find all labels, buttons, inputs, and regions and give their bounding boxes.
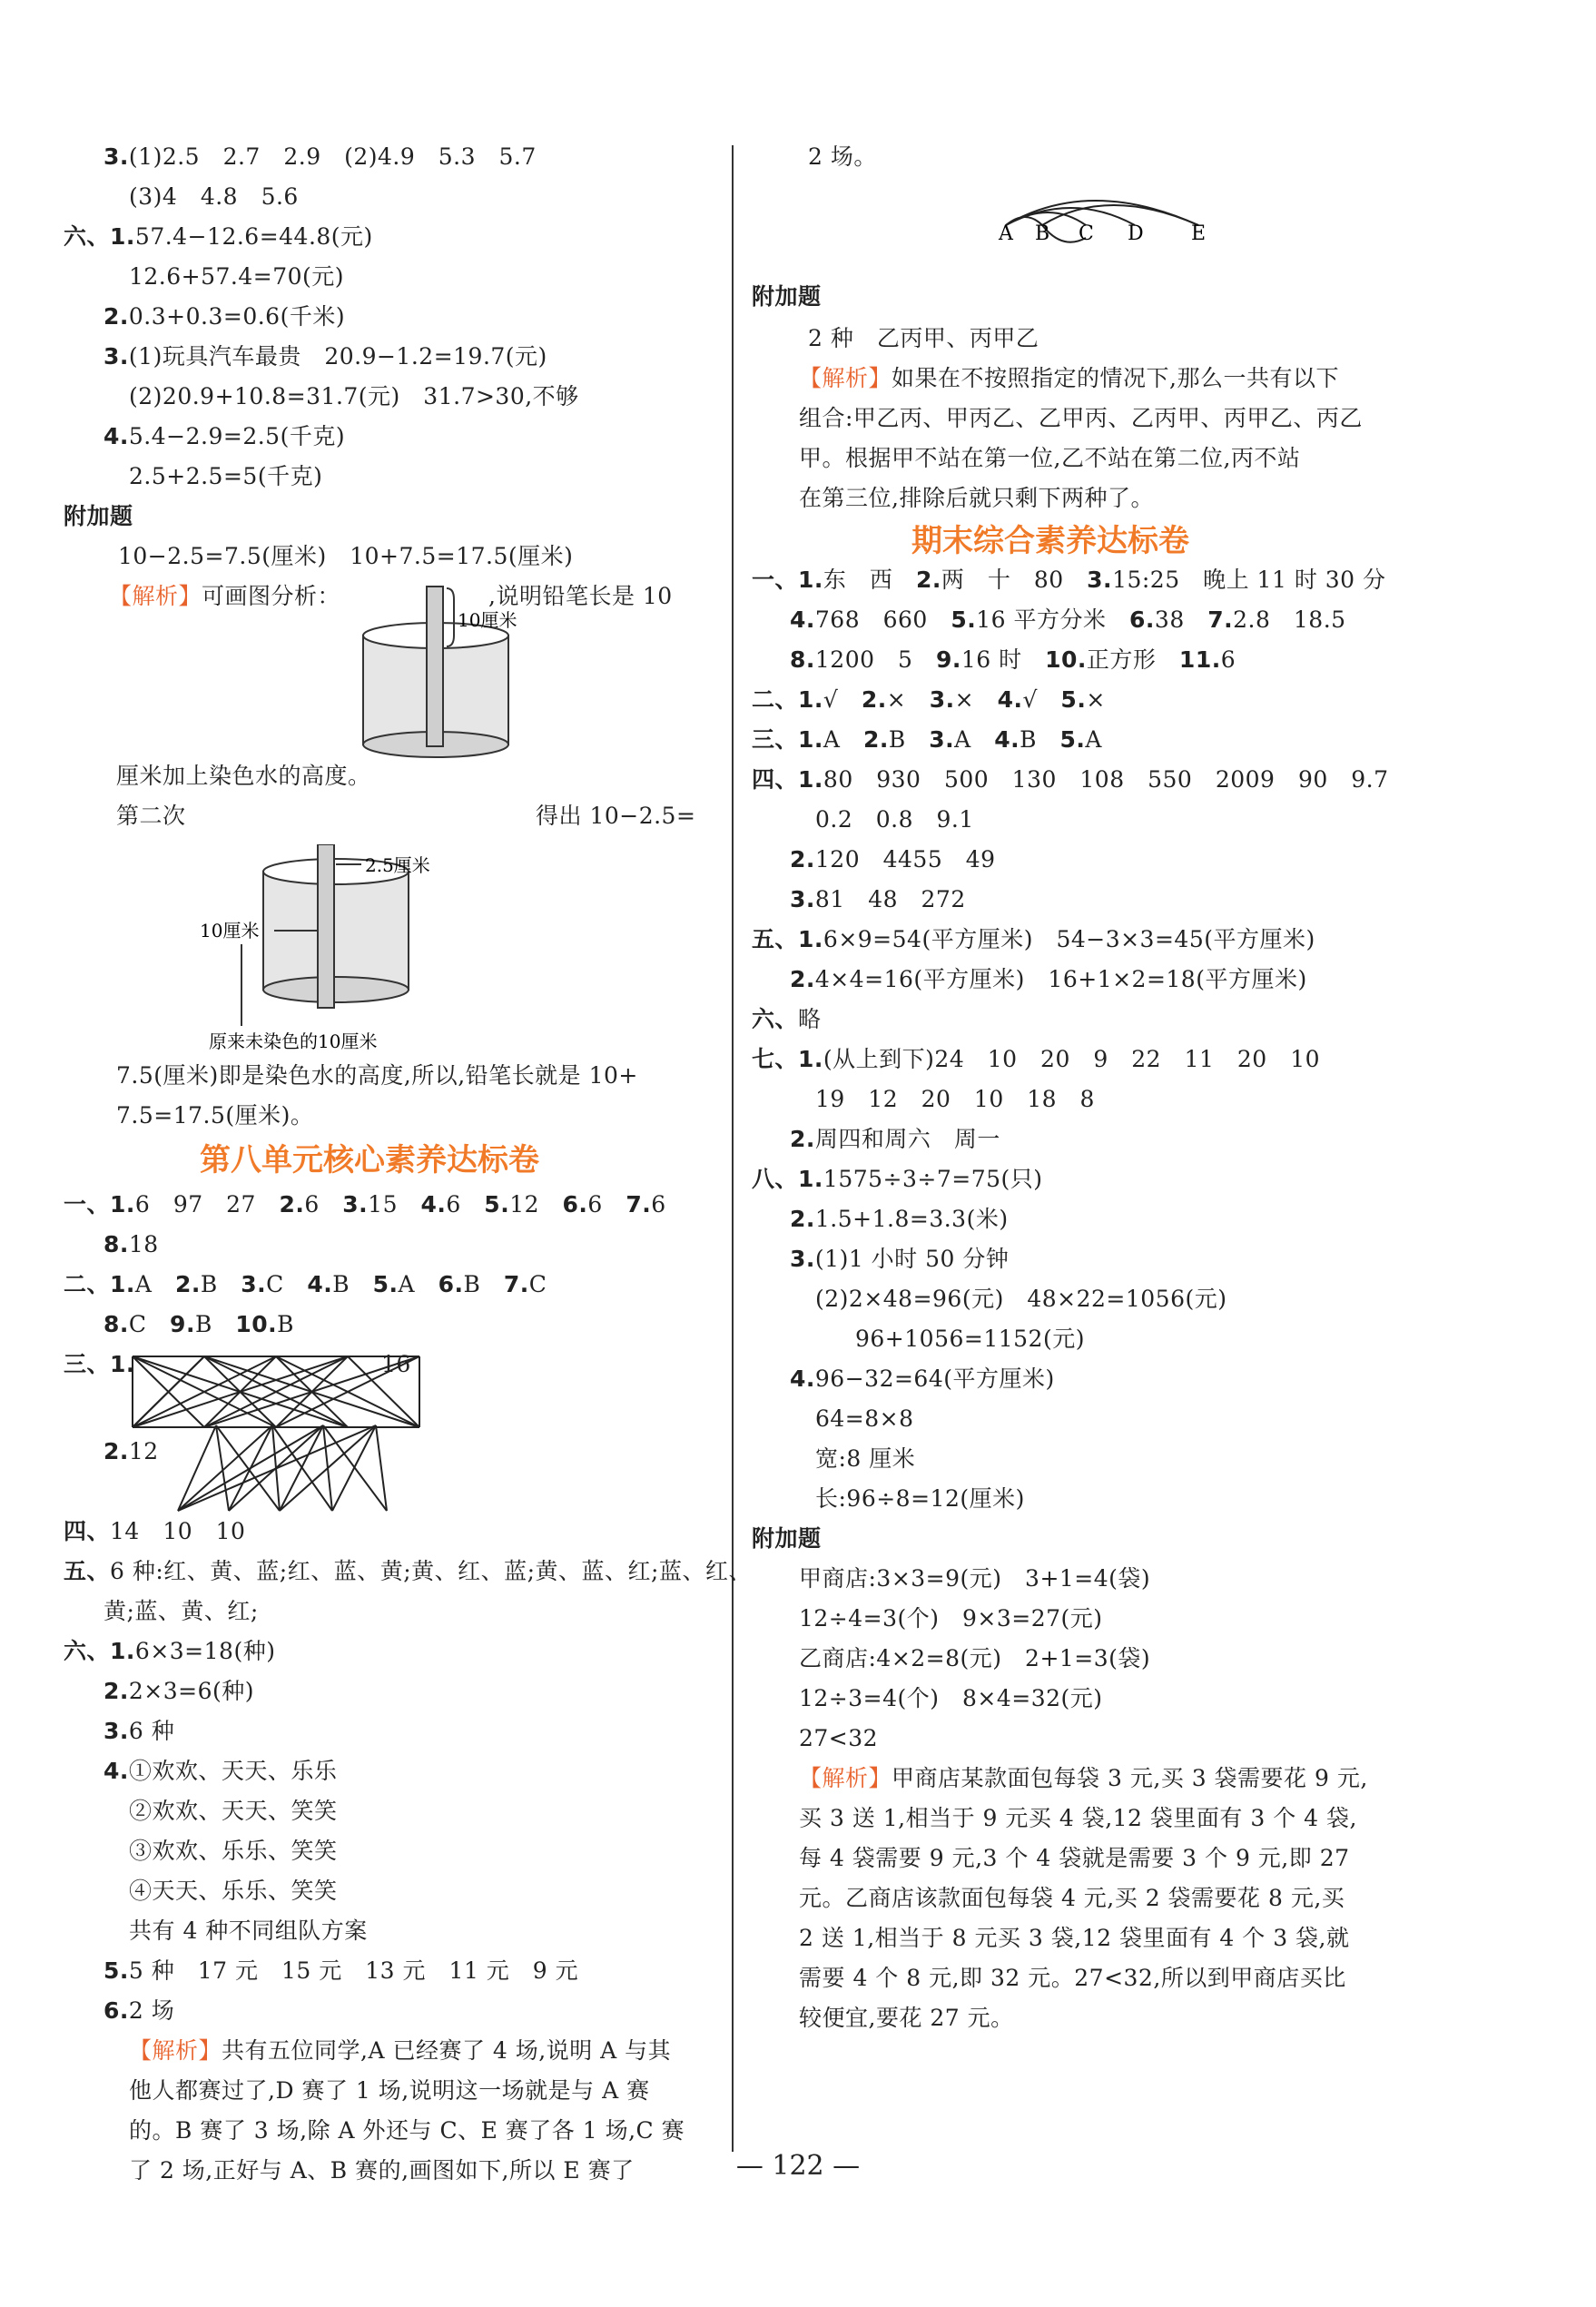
answer-line: 宽:8 厘米 [815,1445,916,1472]
analysis-line: 元。乙商店该款面包每袋 4 元,买 2 袋需要花 8 元,买 [799,1885,1345,1911]
column-divider [732,145,734,2152]
answer-line: 二、1.A 2.B 3.C 4.B 5.A 6.B 7.C [64,1271,547,1297]
answer-line: 4.5.4−2.9=2.5(千克) [103,423,346,449]
node-a: A [999,222,1013,245]
answer-value: 16 [381,1351,411,1377]
answer-line: 3.(1)玩具汽车最贵 20.9−1.2=19.7(元) [103,343,547,370]
answer-line: 四、14 10 10 [64,1518,246,1544]
analysis-line: 【解析】可画图分析： [109,583,341,609]
answer-line: 一、1.东 西 2.两 十 80 3.15:25 晚上 11 时 30 分 [752,567,1386,593]
analysis-line: 7.5=17.5(厘米)。 [116,1102,314,1129]
analysis-line: 【解析】共有五位同学,A 已经赛了 4 场,说明 A 与其 [129,2037,672,2064]
cup-diagram-1 [336,581,536,763]
answer-line: 五、1.6×9=54(平方厘米) 54−3×3=45(平方厘米) [752,926,1315,952]
answer-line: 一、1.6 97 27 2.6 3.15 4.6 5.12 6.6 7.6 [64,1191,666,1218]
answer-line: 5.5 种 17 元 15 元 13 元 11 元 9 元 [103,1957,579,1984]
answer-line: 黄;蓝、黄、红; [103,1598,259,1624]
answer-line: 三、1.A 2.B 3.A 4.B 5.A [752,726,1102,753]
connection-diagram-2 [172,1420,409,1518]
answer-line: 4.96−32=64(平方厘米) [790,1365,1055,1392]
analysis-line: 买 3 送 1,相当于 9 元买 4 袋,12 袋里面有 3 个 4 袋, [799,1805,1357,1831]
cup-diagram-2 [200,844,499,1053]
fig2-label-bottom: 原来未染色的10厘米 [209,1030,378,1052]
answer-line: 二、1.√ 2.× 3.× 4.√ 5.× [752,686,1106,713]
answer-line: 甲商店:3×3=9(元) 3+1=4(袋) [799,1565,1151,1592]
analysis-line: 【解析】如果在不按照指定的情况下,那么一共有以下 [799,365,1339,391]
analysis-line: ,说明铅笔长是 10 [488,583,673,609]
node-c: C [1079,222,1094,245]
answer-line: 3.6 种 [103,1718,175,1744]
answer-line: 2.5+2.5=5(千克) [129,463,323,489]
analysis-line: 得出 10−2.5= [536,803,696,829]
answer-line: 12÷3=4(个) 8×4=32(元) [799,1685,1103,1711]
analysis-line: 第二次 [116,803,186,829]
answer-line: 六、略 [752,1006,822,1032]
answer-line: (2)20.9+10.8=31.7(元) 31.7>30,不够 [129,383,579,409]
answer-line: 0.2 0.8 9.1 [815,806,974,833]
fig2-label-left: 10厘米 [200,920,260,942]
analysis-line: 7.5(厘米)即是染色水的高度,所以,铅笔长就是 10+ [116,1062,638,1089]
answer-line: 2 种 乙丙甲、丙甲乙 [808,325,1039,351]
extra-question-title: 附加题 [64,503,133,529]
analysis-line: 组合:甲乙丙、甲丙乙、乙甲丙、乙丙甲、丙甲乙、丙乙 [799,405,1363,431]
answer-line: 六、1.57.4−12.6=44.8(元) [64,223,373,250]
page-number: — 122 — [735,2150,861,2182]
analysis-line: 每 4 袋需要 9 元,3 个 4 袋就是需要 3 个 9 元,即 27 [799,1845,1350,1871]
answer-line: 共有 4 种不同组队方案 [129,1918,368,1944]
answer-line: 2.12 [103,1438,159,1464]
answer-line: 12.6+57.4=70(元) [129,263,345,290]
node-e: E [1191,222,1207,245]
answer-line: 3.(1)2.5 2.7 2.9 (2)4.9 5.3 5.7 [103,143,537,170]
answer-line: 四、1.80 930 500 130 108 550 2009 90 9.7 [752,766,1389,793]
answer-line: 27<32 [799,1725,879,1751]
answer-line: 三、1. [64,1351,135,1377]
answer-line: 2.120 4455 49 [790,846,996,873]
extra-question-title: 附加题 [752,283,822,310]
analysis-line: 了 2 场,正好与 A、B 赛的,画图如下,所以 E 赛了 [129,2157,635,2184]
answer-line: 长:96÷8=12(厘米) [815,1485,1025,1512]
extra-question-title: 附加题 [752,1525,822,1552]
answer-line: 2.1.5+1.8=3.3(米) [790,1206,1009,1232]
answer-line: 12÷4=3(个) 9×3=27(元) [799,1605,1103,1632]
analysis-line: 2 送 1,相当于 8 元买 3 袋,12 袋里面有 4 个 3 袋,就 [799,1925,1350,1951]
answer-line: 2.4×4=16(平方厘米) 16+1×2=18(平方厘米) [790,966,1307,992]
analysis-line: 需要 4 个 8 元,即 32 元。27<32,所以到甲商店买比 [799,1965,1346,1991]
fig1-label: 10厘米 [458,609,517,631]
answer-line: 2.周四和周六 周一 [790,1126,1000,1152]
answer-line: 五、6 种:红、黄、蓝;红、蓝、黄;黄、红、蓝;黄、蓝、红;蓝、红、 [64,1558,752,1584]
answer-line: 八、1.1575÷3÷7=75(只) [752,1166,1043,1192]
answer-line: 2.0.3+0.3=0.6(千米) [103,303,346,330]
answer-line: 8.C 9.B 10.B [103,1311,294,1337]
answer-line: ④天天、乐乐、笑笑 [129,1878,338,1904]
answer-line: 七、1.(从上到下)24 10 20 9 22 11 20 10 [752,1046,1321,1072]
analysis-line: 在第三位,排除后就只剩下两种了。 [799,485,1154,511]
answer-line: 19 12 20 10 18 8 [815,1086,1095,1112]
node-b: B [1035,222,1050,245]
fig2-label-top: 2.5厘米 [365,854,430,876]
answer-line: 6.2 场 [103,1997,175,2024]
answer-line: ③欢欢、乐乐、笑笑 [129,1838,338,1864]
answer-line: 3.81 48 272 [790,886,966,912]
answer-line: 六、1.6×3=18(种) [64,1638,276,1664]
answer-line: 2.2×3=6(种) [103,1678,255,1704]
analysis-line: 的。B 赛了 3 场,除 A 外还与 C、E 赛了各 1 场,C 赛 [129,2117,685,2144]
answer-line: 4.①欢欢、天天、乐乐 [103,1758,338,1784]
analysis-line: 较便宜,要花 27 元。 [799,2005,1014,2031]
answer-line: 3.(1)1 小时 50 分钟 [790,1246,1010,1272]
answer-line: 2 场。 [808,143,877,170]
analysis-line: 他人都赛过了,D 赛了 1 场,说明这一场就是与 A 赛 [129,2077,650,2104]
analysis-line: 【解析】甲商店某款面包每袋 3 元,买 3 袋需要花 9 元, [799,1765,1368,1791]
match-graph [990,182,1226,254]
answer-line: 8.1200 5 9.16 时 10.正方形 11.6 [790,646,1236,673]
analysis-line: 甲。根据甲不站在第一位,乙不站在第二位,丙不站 [799,445,1301,471]
section-title: 期末综合素养达标卷 [911,523,1189,559]
answer-line: 96+1056=1152(元) [855,1326,1085,1352]
answer-line: 10−2.5=7.5(厘米) 10+7.5=17.5(厘米) [118,543,574,569]
answer-line: (3)4 4.8 5.6 [129,183,299,210]
answer-line: ②欢欢、天天、笑笑 [129,1798,338,1824]
answer-line: 64=8×8 [815,1405,914,1432]
answer-line: (2)2×48=96(元) 48×22=1056(元) [815,1286,1227,1312]
node-d: D [1128,222,1144,245]
answer-line: 4.768 660 5.16 平方分米 6.38 7.2.8 18.5 [790,606,1346,633]
answer-line: 8.18 [103,1231,159,1257]
section-title: 第八单元核心素养达标卷 [200,1142,539,1178]
answer-line: 乙商店:4×2=8(元) 2+1=3(袋) [799,1645,1151,1671]
analysis-line: 厘米加上染色水的高度。 [116,763,371,789]
